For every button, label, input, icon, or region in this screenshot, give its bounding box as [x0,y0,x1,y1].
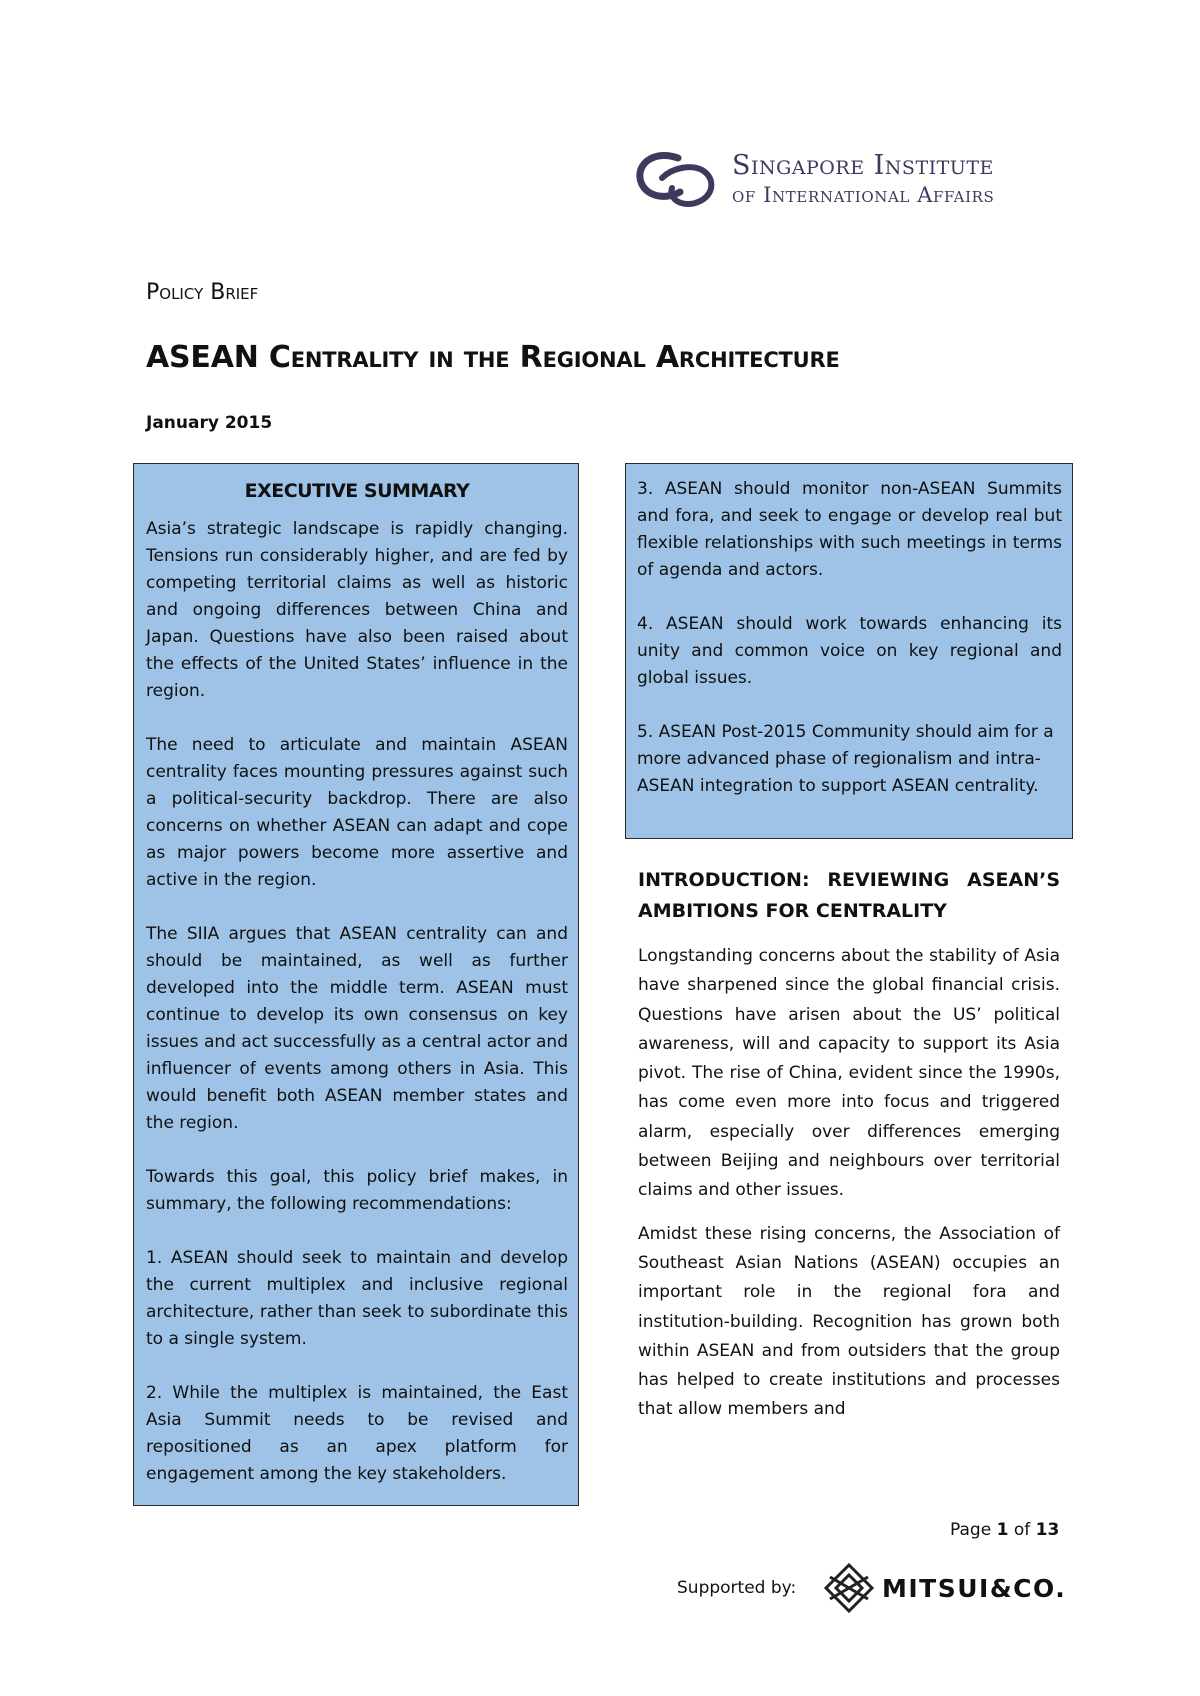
recommendation-item: 3. ASEAN should monitor non-ASEAN Summits and fora, and seek to engage or develop real but flexible relationships with such meetings in terms of agenda and actors. [637,479,1062,580]
document-type: Policy Brief [146,280,259,305]
summary-paragraph: The need to articulate and maintain ASEAN centrality faces mounting pressures against such a political-security backdrop. There are also concerns on whether ASEAN can adapt and cope as major powers become more assertive and active in the region. [146,735,568,890]
siia-logo [632,148,1052,212]
siia-swirl-icon [632,148,724,212]
recommendation-item: 1. ASEAN should seek to maintain and develop the current multiplex and inclusive regional architecture, rather than seek to subordinate this to a single system. [146,1248,568,1349]
executive-summary-continued-box [625,463,1073,839]
recommendation-item: 4. ASEAN should work towards enhancing its unity and common voice on key regional and global issues. [637,614,1062,688]
logo-line-1: Singapore Institute [732,150,994,181]
page-total: 13 [1035,1520,1060,1540]
introduction-section [638,865,1060,1439]
page-of: of [1013,1520,1031,1540]
executive-summary-heading: EXECUTIVE SUMMARY [244,480,470,502]
introduction-paragraph: Amidst these rising concerns, the Association of Southeast Asian Nations (ASEAN) occupies an important role in the regional fora and institution-building. Recognition has grown both within ASEAN and from outsiders that the group has helped to create institutions and processes that allow members and [638,1223,1060,1420]
recommendation-item: 5. ASEAN Post-2015 Community should aim for a more advanced phase of regionalism and intra-ASEAN integration to support ASEAN centrality. [637,722,1054,796]
sponsor-logo [822,1561,1067,1615]
summary-paragraph: Towards this goal, this policy brief makes, in summary, the following recommendations: [146,1167,568,1214]
supported-by-label: Supported by: [677,1578,797,1598]
page-current: 1 [996,1520,1009,1540]
page-label: Page [950,1520,992,1540]
mitsui-logo-icon [822,1561,876,1615]
introduction-heading: INTRODUCTION: REVIEWING ASEAN’S AMBITIONS FOR CENTRALITY [638,869,1060,922]
executive-summary-box [133,463,579,1506]
sponsor-name: MITSUI&CO. [882,1574,1067,1603]
summary-paragraph: Asia’s strategic landscape is rapidly changing. Tensions run considerably higher, and are fed by competing territorial claims as well as historic and ongoing differences between China and Japan. Questions have also been raised about the effects of the United States’ influence in the region. [146,519,568,701]
document-date: January 2015 [146,413,273,433]
document-title: ASEAN Centrality in the Regional Architecture [146,340,840,375]
recommendation-item: 2. While the multiplex is maintained, the East Asia Summit needs to be revised and repositioned as an apex platform for engagement among the key stakeholders. [146,1383,568,1484]
page-number [950,1520,1059,1540]
introduction-paragraph: Longstanding concerns about the stability of Asia have sharpened since the global financial crisis. Questions have arisen about the US’ political awareness, will and capacity to support its Asia pivot. The rise of China, evident since the 1990s, has come even more into focus and triggered alarm, especially over differences emerging between Beijing and neighbours over territorial claims and other issues. [638,946,1060,1201]
logo-line-2: of International Affairs [732,183,995,207]
summary-paragraph: The SIIA argues that ASEAN centrality can and should be maintained, as well as further developed into the middle term. ASEAN must continue to develop its own consensus on key issues and act successfully as a central actor and influencer of events among others in Asia. This would benefit both ASEAN member states and the region. [146,924,568,1133]
